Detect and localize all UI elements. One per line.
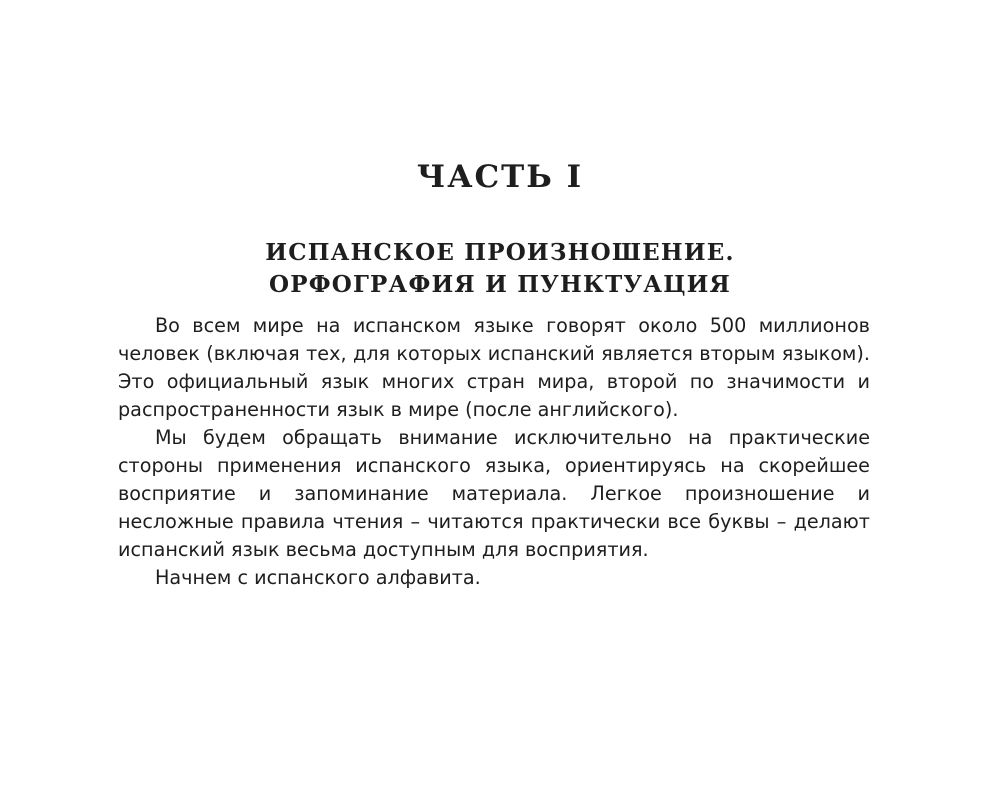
paragraph-approach: Мы будем обращать внимание исключительно на практические стороны применения испанского языка, ориентируясь на скорейшее восприятие и запоминание материала. Легкое произношение и несложные правила чтения – читаются практически все буквы – делают испанский язык весьма доступным для восприятия. [118,426,870,561]
paragraph-alphabet: Начнем с испанского алфавита. [155,566,481,589]
body-text [118,312,870,592]
chapter-title-line-2: ОРФОГРАФИЯ И ПУНКТУАЦИЯ [268,271,732,298]
chapter-title-line-1: ИСПАНСКОЕ ПРОИЗНОШЕНИЕ. [265,239,735,266]
paragraph-intro: Во всем мире на испанском языке говорят около 500 миллионов человек (включая тех, для которых испанский является вторым языком). Это официальный язык многих стран мира, второй по значимости и распространенности язык в мире (после английского). [118,314,870,421]
part-title: ЧАСТЬ I [416,159,584,195]
chapter-title [0,237,1000,301]
